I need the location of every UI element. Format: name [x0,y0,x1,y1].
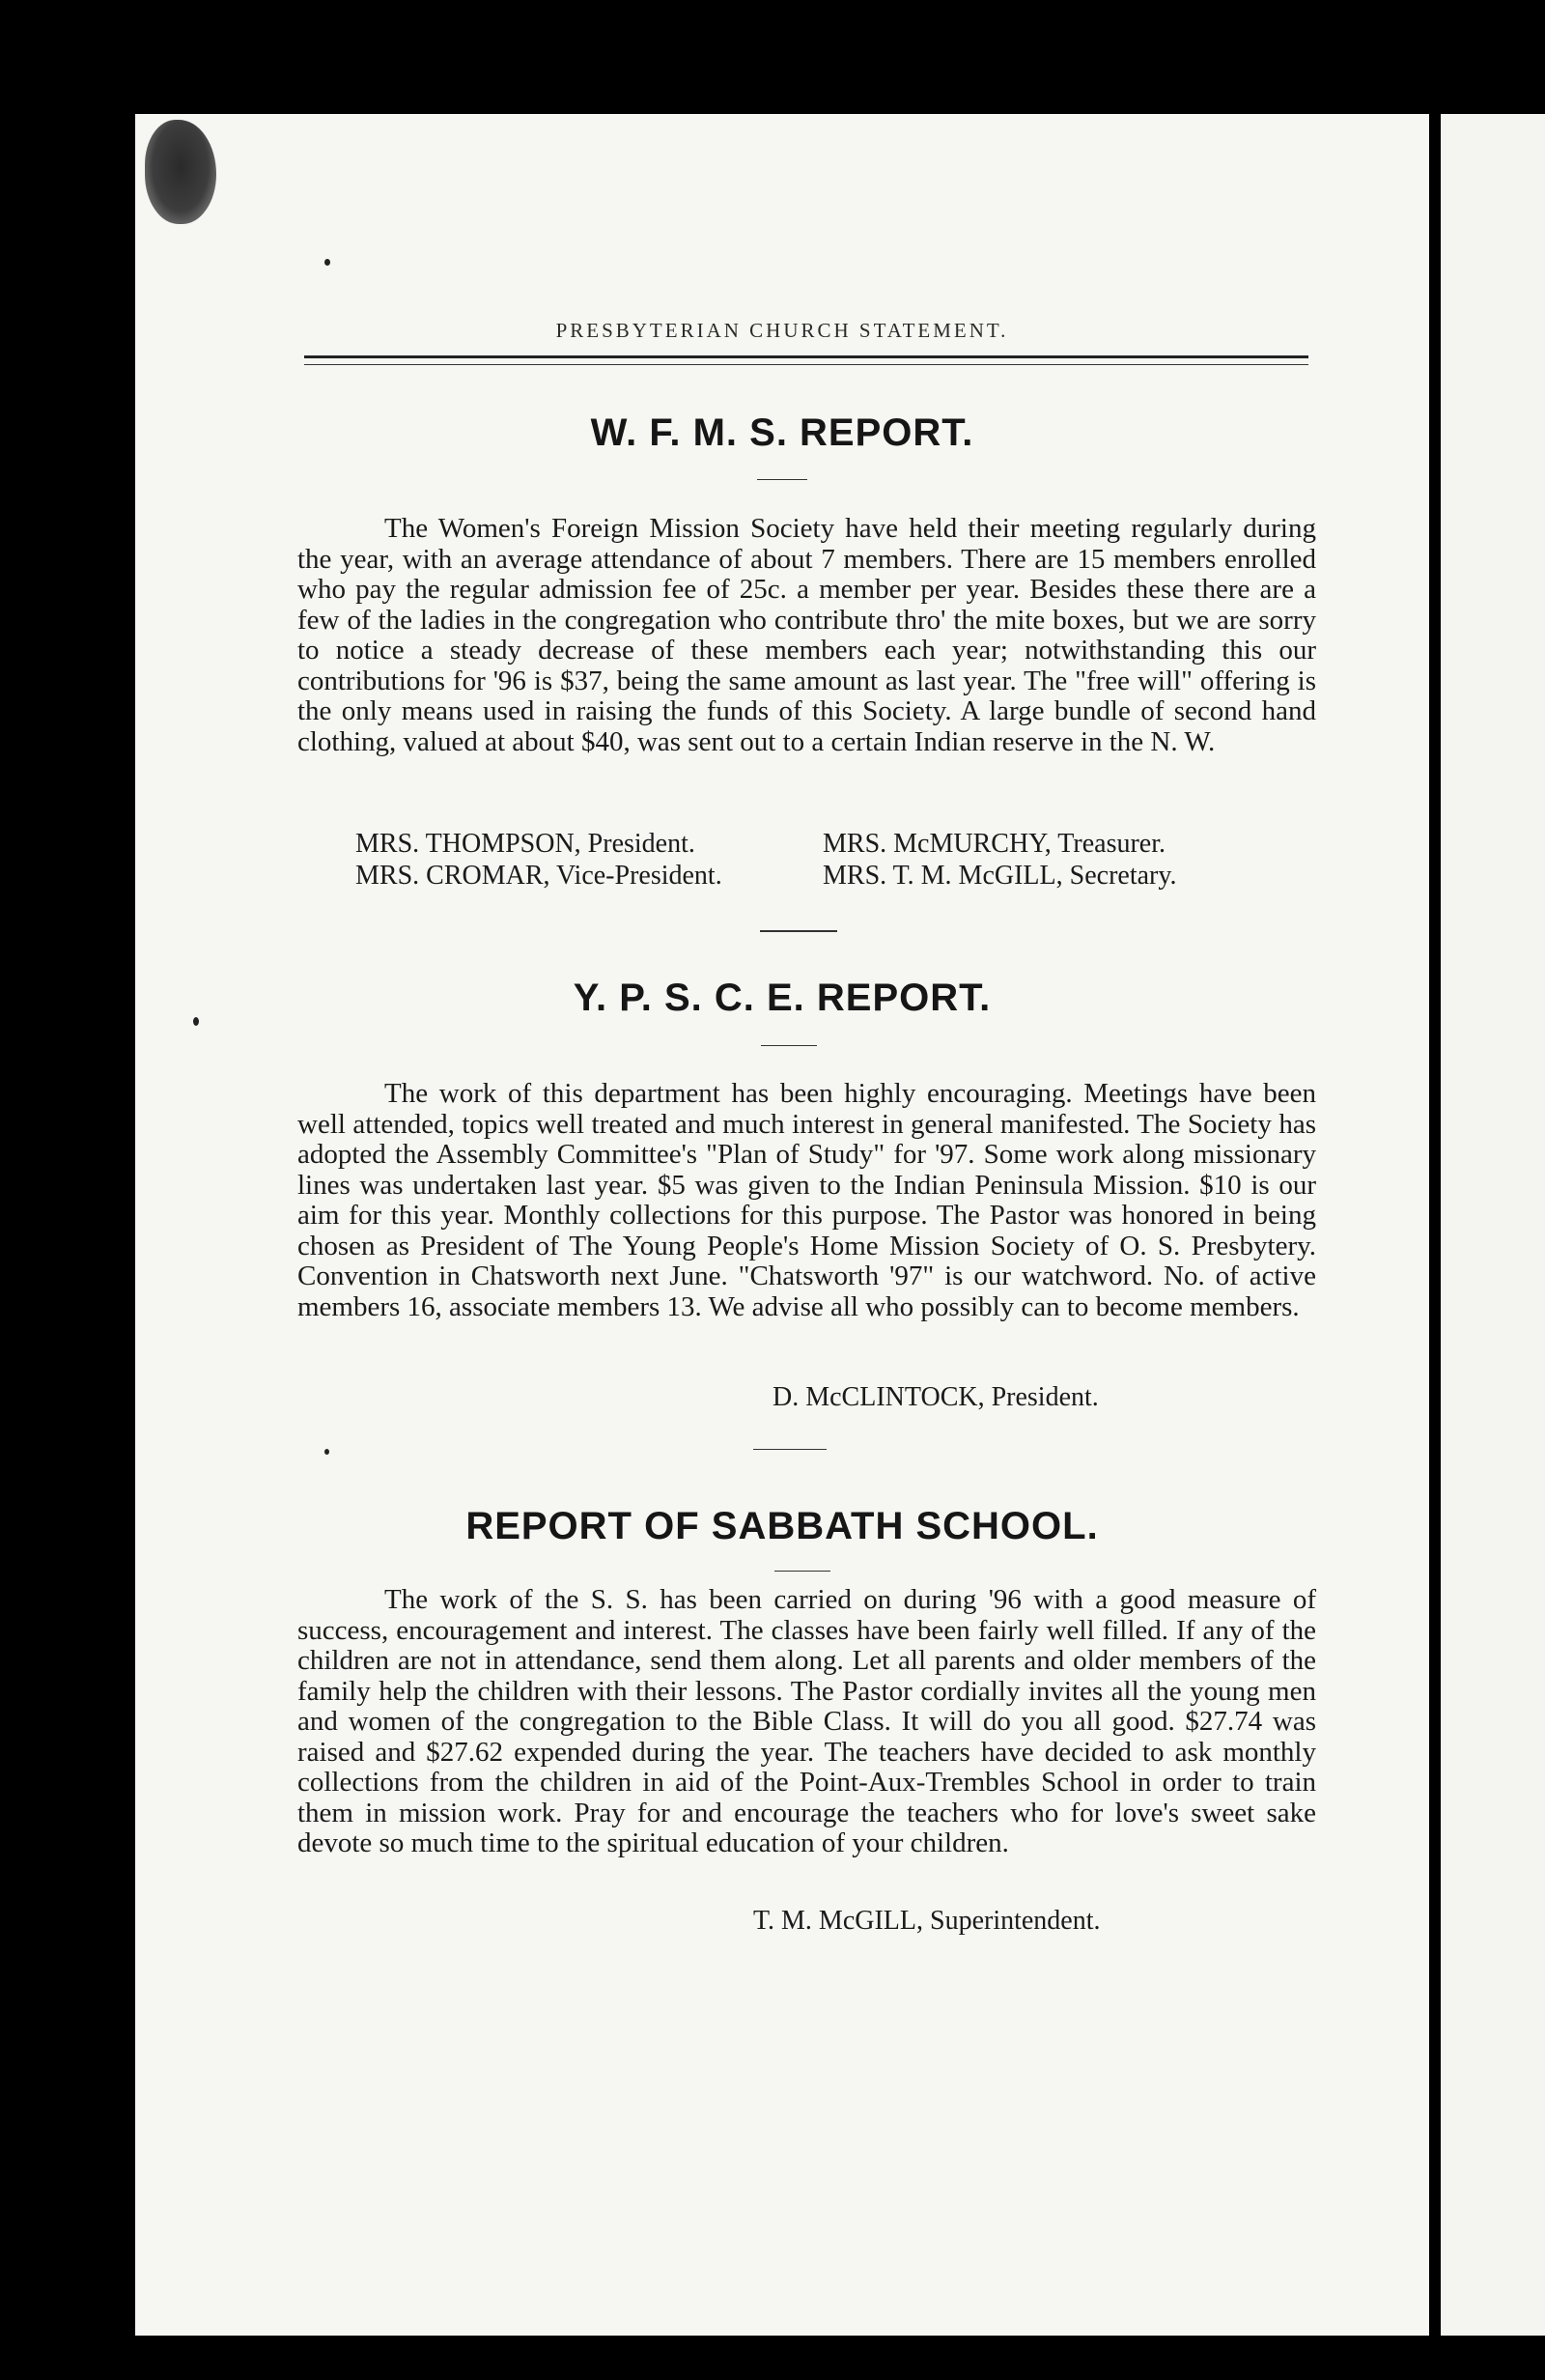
paper-stain [145,120,216,224]
sabbath-school-body [297,1585,1316,1859]
section-divider-1 [760,930,837,932]
wfms-officer-treasurer: MRS. McMURCHY, Treasurer. [823,829,1166,859]
sabbath-school-signature: T. M. McGILL, Superintendent. [753,1906,1101,1936]
header-rule-thick [304,355,1308,358]
wfms-officer-president: MRS. THOMPSON, President. [355,829,695,859]
ypsce-signature: D. McCLINTOCK, President. [772,1382,1099,1412]
sabbath-school-paragraph: The work of the S. S. has been carried on during '96 with a good measure of success, encouragement and interest. The classes have been fairly well filled. If any of the children are not in attendance, send them along. Let all parents and older members of the family help the children with their lessons. The Pastor cordially invites all the young men and women of the congregation to the Bible Class. It will do you all good. $27.74 was raised and $27.62 expended during the year. The teachers have decided to ask monthly collections from the children in aid of the Point-Aux-Trembles School in order to train them in mission work. Pray for and encourage the teachers who for love's sweet sake devote so much time to the spiritual education of your children. [297,1584,1316,1858]
running-head: PRESBYTERIAN CHURCH STATEMENT. [555,319,1009,342]
wfms-officer-vice-president: MRS. CROMAR, Vice-President. [355,861,722,891]
wfms-officer-secretary: MRS. T. M. McGILL, Secretary. [823,861,1177,891]
wfms-title-rule [757,479,807,480]
ypsce-title: Y. P. S. C. E. REPORT. [573,977,992,1019]
ypsce-body [297,1079,1316,1322]
ypsce-paragraph: The work of this department has been highly encouraging. Meetings have been well attended, topics well treated and much interest in general manifested. The Society has adopted the Assembly Committee's "Plan of Study" for '97. Some work along missionary lines was undertaken last year. $5 was given to the Indian Peninsula Mission. $10 is our aim for this year. Monthly collections for this purpose. The Pastor was honored in being chosen as President of The Young People's Home Mission Society of O. S. Presbytery. Convention in Chatsworth next June. "Chatsworth '97" is our watchword. No. of active members 16, associate members 13. We advise all who possibly can to become members. [297,1078,1316,1322]
facing-page-edge [1441,114,1545,2336]
document-page [135,114,1429,2336]
ypsce-title-rule [761,1045,817,1046]
sabbath-school-title: REPORT OF SABBATH SCHOOL. [465,1505,1099,1547]
section-divider-2 [753,1449,827,1450]
print-speck [324,1449,329,1455]
wfms-title: W. F. M. S. REPORT. [590,411,974,454]
print-speck [324,259,330,266]
sabbath-school-title-rule [774,1571,830,1572]
print-speck [193,1017,199,1026]
wfms-body [297,514,1316,757]
header-rule-thin [304,364,1308,365]
wfms-paragraph: The Women's Foreign Mission Society have held their meeting regularly during the year, with an average attendance of about 7 members. There are 15 members enrolled who pay the regular admission fee of 25c. a member per year. Besides these there are a few of the ladies in the congregation who contribute thro' the mite boxes, but we are sorry to notice a steady decrease of these members each year; notwithstanding this our contributions for '96 is $37, being the same amount as last year. The "free will" offering is the only means used in raising the funds of this Society. A large bundle of second hand clothing, valued at about $40, was sent out to a certain Indian reserve in the N. W. [297,513,1316,757]
